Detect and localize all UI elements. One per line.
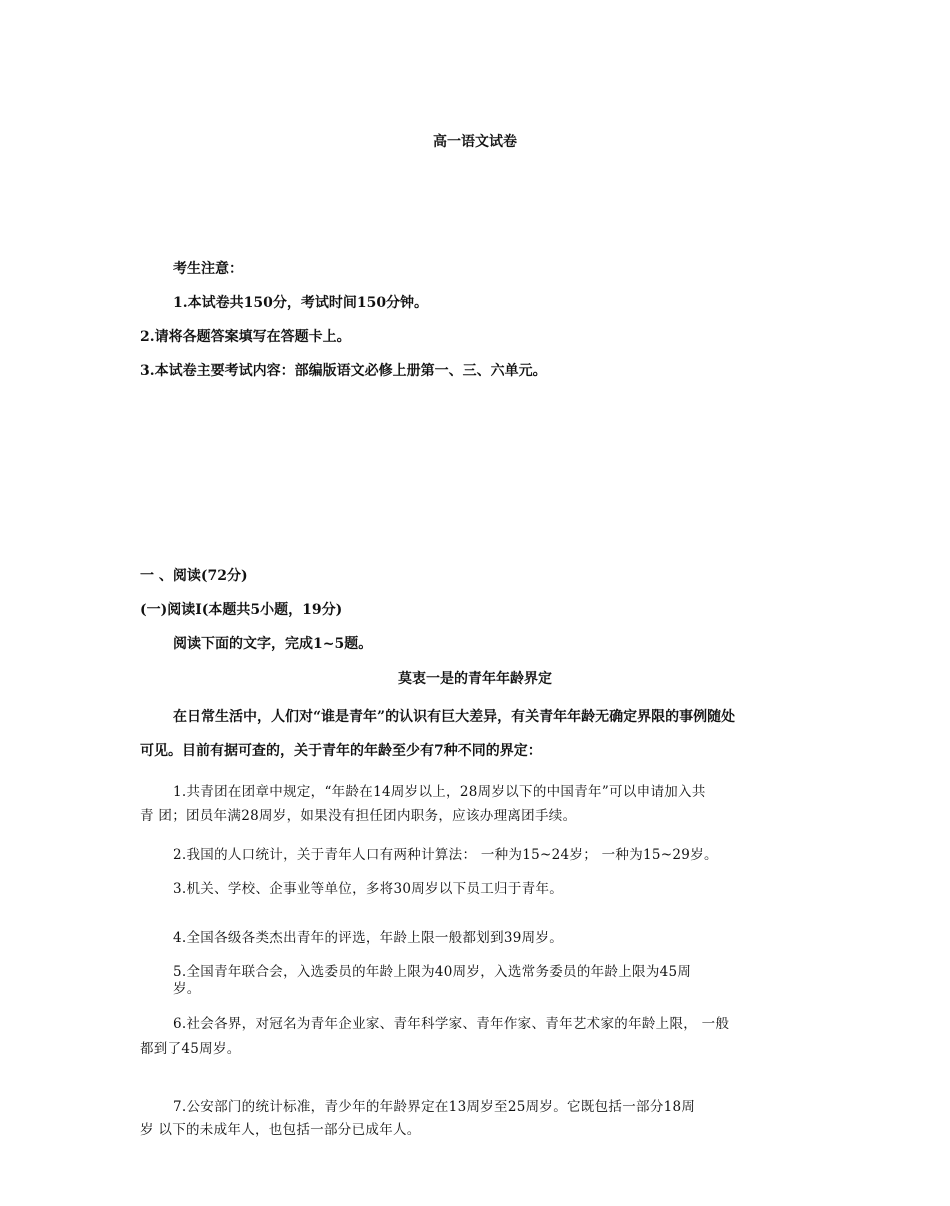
notice-item: 2.请将各题答案填写在答题卡上。 (140, 329, 351, 345)
section-heading: 一 、阅读(72分) (140, 568, 248, 584)
article-item-line: 青 团；团员年满28周岁，如果没有担任团内职务，应该办理离团手续。 (140, 808, 577, 824)
article-item-line: 6.社会各界，对冠名为青年企业家、青年科学家、青年作家、青年艺术家的年龄上限， 一般 (173, 1016, 730, 1032)
section-instruction: 阅读下面的文字，完成1~5题。 (173, 636, 373, 652)
notice-heading: 考生注意： (173, 261, 243, 277)
article-item-line: 都到了45周岁。 (140, 1041, 241, 1057)
exam-title: 高一语文试卷 (433, 134, 517, 150)
article-item-line: 岁。 (173, 981, 201, 997)
article-item-line: 岁 以下的未成年人，也包括一部分已成年人。 (140, 1122, 421, 1138)
article-title: 莫衷一是的青年年龄界定 (398, 671, 552, 687)
article-item-line: 1.共青团在团章中规定，“年龄在14周岁以上，28周岁以下的中国青年”可以申请加入共 (173, 784, 706, 800)
section-sub-heading: (一)阅读Ⅰ(本题共5小题，19分) (140, 602, 343, 618)
notice-item: 3.本试卷主要考试内容：部编版语文必修上册第一、三、六单元。 (140, 363, 547, 379)
article-intro-line: 在日常生活中，人们对“谁是青年”的认识有巨大差异，有关青年年龄无确定界限的事例随处 (173, 709, 736, 725)
article-item-line: 2.我国的人口统计，关于青年人口有两种计算法： 一种为15~24岁； 一种为15~29岁。 (173, 847, 718, 863)
notice-item: 1.本试卷共150分，考试时间150分钟。 (173, 295, 429, 311)
article-item-line: 7.公安部门的统计标准，青少年的年龄界定在13周岁至25周岁。它既包括一部分18周 (173, 1099, 696, 1115)
article-item-line: 3.机关、学校、企事业等单位，多将30周岁以下员工归于青年。 (173, 881, 564, 897)
article-item-line: 4.全国各级各类杰出青年的评选，年龄上限一般都划到39周岁。 (173, 930, 564, 946)
article-intro-line: 可见。目前有据可查的，关于青年的年龄至少有7种不同的界定： (140, 743, 542, 759)
article-item-line: 5.全国青年联合会，入选委员的年龄上限为40周岁，入选常务委员的年龄上限为45周 (173, 964, 692, 980)
